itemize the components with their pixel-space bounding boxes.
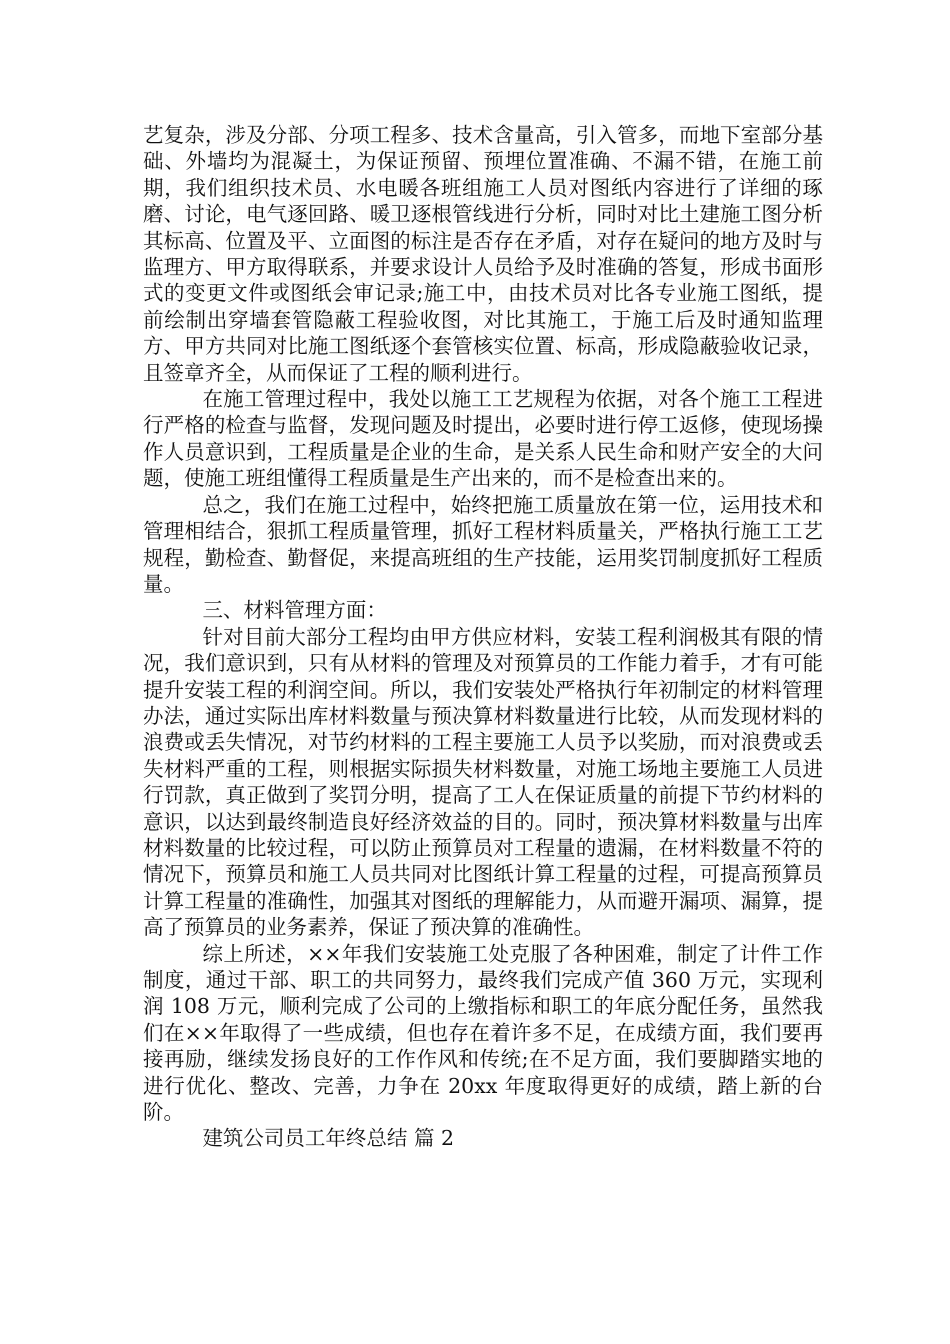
paragraph-quality-summary: 总之，我们在施工过程中，始终把施工质量放在第一位，运用技术和管理相结合，狠抓工程质量管理，抓好工程材料质量关，严格执行施工工艺规程，勤检查、勤督促，来提高班组的生产技能，运用奖罚制度抓好工程质量。 — [143, 492, 823, 596]
section-heading-materials: 三、材料管理方面： — [202, 598, 387, 623]
article-title-part-2: 建筑公司员工年终总结 篇 2 — [202, 1126, 455, 1151]
paragraph-material-management: 针对目前大部分工程均由甲方供应材料，安装工程利润极其有限的情况，我们意识到，只有从材料的管理及对预算员的工作能力着手，才有可能提升安装工程的利润空间。所以，我们安装处严格执行年初制定的材料管理办法，通过实际出库材料数量与预决算材料数量进行比较，从而发现材料的浪费或丢失情况，对节约材料的工程主要施工人员予以奖励，而对浪费或丢失材料严重的工程，则根据实际损失材料数量，对施工场地主要施工人员进行罚款，真正做到了奖罚分明，提高了工人在保证质量的前提下节约材料的意识，以达到最终制造良好经济效益的目的。同时，预决算材料数量与出库材料数量的比较过程，可以防止预算员对工程量的遗漏，在材料数量不符的情况下，预算员和施工人员共同对比图纸计算工程量的过程，可提高预算员计算工程量的准确性，加强其对图纸的理解能力，从而避开漏项、漏算，提高了预算员的业务素养，保证了预决算的准确性。 — [143, 624, 823, 940]
document-body — [143, 122, 823, 1152]
paragraph-construction-management: 在施工管理过程中，我处以施工工艺规程为依据，对各个施工工程进行严格的检查与监督，发现问题及时提出，必要时进行停工返修，使现场操作人员意识到，工程质量是企业的生命，是关系人民生命和财产安全的大问题，使施工班组懂得工程质量是生产出来的，而不是检查出来的。 — [143, 387, 823, 491]
paragraph-continuation: 艺复杂，涉及分部、分项工程多、技术含量高，引入管多，而地下室部分基础、外墙均为混凝土，为保证预留、预埋位置准确、不漏不错，在施工前期，我们组织技术员、水电暖各班组施工人员对图纸内容进行了详细的琢磨、讨论，电气逐回路、暖卫逐根管线进行分析，同时对比土建施工图分析其标高、位置及平、立面图的标注是否存在矛盾，对存在疑问的地方及时与监理方、甲方取得联系，并要求设计人员给予及时准确的答复，形成书面形式的变更文件或图纸会审记录;施工中，由技术员对比各专业施工图纸，提前绘制出穿墙套管隐蔽工程验收图，对比其施工，于施工后及时通知监理方、甲方共同对比施工图纸逐个套管核实位置、标高，形成隐蔽验收记录，且签章齐全，从而保证了工程的顺利进行。 — [143, 123, 823, 385]
paragraph-conclusion: 综上所述，××年我们安装施工处克服了各种困难，制定了计件工作制度，通过干部、职工的共同努力，最终我们完成产值 360 万元，实现利润 108 万元，顺利完成了公司的上缴指标和职工的年底分配任务，虽然我们在××年取得了一些成绩，但也存在着许多不足，在成绩方面，我们要再接再励，继续发扬良好的工作作风和传统;在不足方面，我们要脚踏实地的进行优化、整改、完善，力争在 20xx 年度取得更好的成绩，踏上新的台阶。 — [143, 941, 823, 1125]
